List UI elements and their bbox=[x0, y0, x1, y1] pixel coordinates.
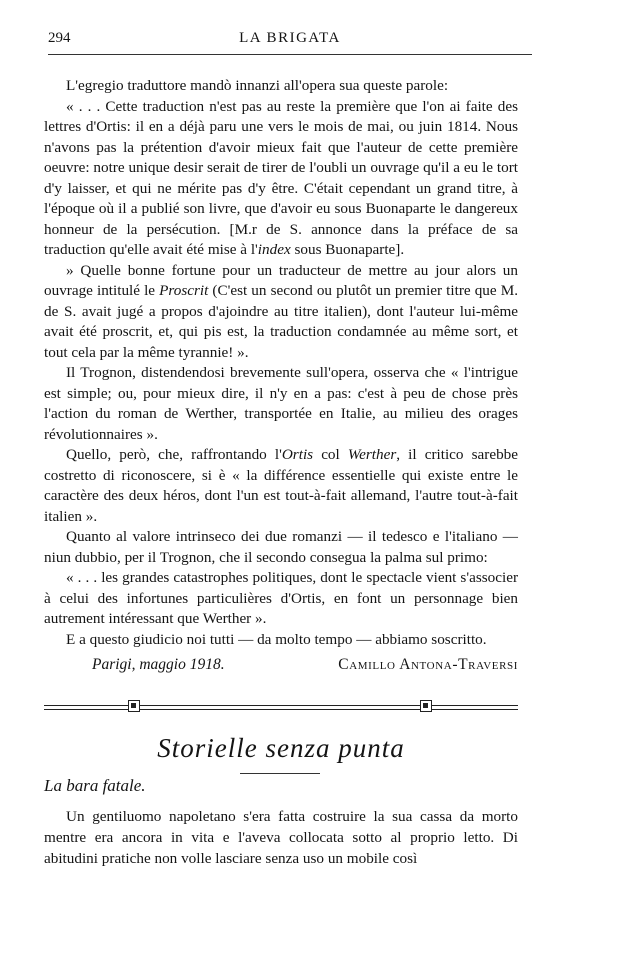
italic-ortis: Ortis bbox=[281, 446, 314, 463]
page-number: 294 bbox=[48, 30, 71, 46]
italic-werther: Werther bbox=[347, 446, 397, 463]
signature bbox=[66, 656, 518, 678]
ornament-icon bbox=[128, 700, 140, 712]
paragraph: Un gentiluomo napoletano s'era fatta costruire la sua cassa da morto mentre era ancora in vita e l'aveva collocata sotto al proprio letto. Di abitudini pratiche non volle lasciare senza uso un mobile così bbox=[44, 808, 518, 867]
quote-paragraph: « . . . les grandes catastrophes politiques, dont le spectacle vient s'associer à celui des infortunes particulières d'Ortis, en font un personnage bien autrement intéressant que Werther ». bbox=[44, 569, 518, 627]
page-header bbox=[48, 30, 532, 54]
italic-proscrit: Proscrit bbox=[159, 282, 209, 299]
ornament-icon bbox=[420, 700, 432, 712]
place-date: Parigi, maggio 1918. bbox=[92, 656, 225, 673]
section-title: Storielle senza punta bbox=[157, 733, 405, 763]
header-rule bbox=[48, 54, 532, 55]
story-subtitle: La bara fatale. bbox=[44, 776, 146, 795]
section-divider bbox=[44, 700, 518, 716]
story-body bbox=[44, 806, 518, 869]
author-name: Camillo Antona-Traversi bbox=[338, 656, 518, 673]
divider-line bbox=[44, 709, 518, 710]
paragraph: L'egregio traduttore mandò innanzi all'opera sua queste parole: bbox=[66, 77, 449, 94]
paragraph: Il Trognon, distendendosi brevemente sull'opera, osserva che « l'intrigue est simple; ou, pour mieux dire, il n'y en a pas: c'est à peu de chose près l'action du roman de Werther, transportée en Italie, au milieu des orages révolutionnaires ». bbox=[44, 364, 518, 443]
paragraph: Quanto al valore intrinseco dei due romanzi — il tedesco e l'italiano — niun dubbio, per il Trognon, che il secondo consegua la palma sul primo: bbox=[44, 528, 518, 566]
divider-line bbox=[44, 705, 518, 706]
italic-index: index bbox=[257, 241, 291, 258]
article-body bbox=[44, 76, 518, 650]
title-rule bbox=[240, 773, 320, 774]
quote-paragraph: » Quelle bonne fortune pour un traducteur de mettre au jour alors un ouvrage intitulé le Proscrit (C'est un second ou plutôt un premier titre que M. de S. avait jugé a propos d'ajoindre au titre italien), dont l'auteur lui-même avait été proscrit, et, qui pis est, la traduction condamnée au même sort, et tout cela par la même tyrannie! ». bbox=[44, 261, 518, 361]
paragraph: Quello, però, che, raffrontando l'Ortis col Werther, il critico sarebbe costretto di riconoscere, si è « la différence essentielle qui existe entre le caractère des deux héros, dont l'un est tout-à-fait allemand, l'autre tout-à-fait italien ». bbox=[44, 446, 519, 525]
paragraph: E a questo giudicio noi tutti — da molto tempo — abbiamo soscritto. bbox=[66, 630, 487, 648]
quote-paragraph: « . . . Cette traduction n'est pas au reste la première que l'on ai faite des lettres d'Ortis: il en a déjà paru une vers le mois de mai, ou juin 1814. Nous n'avons pas la prétention d'avoir mieux fait que l'auteur de cette première oeuvre: notre unique desir serait de tirer de l'oubli un ouvrage qu'il a eu le tort d'y laisser, et qui ne mérite pas d'y être. C'était cependant un grand titre, à l'époque où il a publié son livre, que d'avoir eu sous Buonaparte le dangereux honneur de la persécution. [M.r de S. annonce dans la préface de sa traduction qu'elle avait été mise à l'index sous Buonaparte]. bbox=[44, 97, 518, 258]
running-title: LA BRIGATA bbox=[239, 30, 341, 46]
